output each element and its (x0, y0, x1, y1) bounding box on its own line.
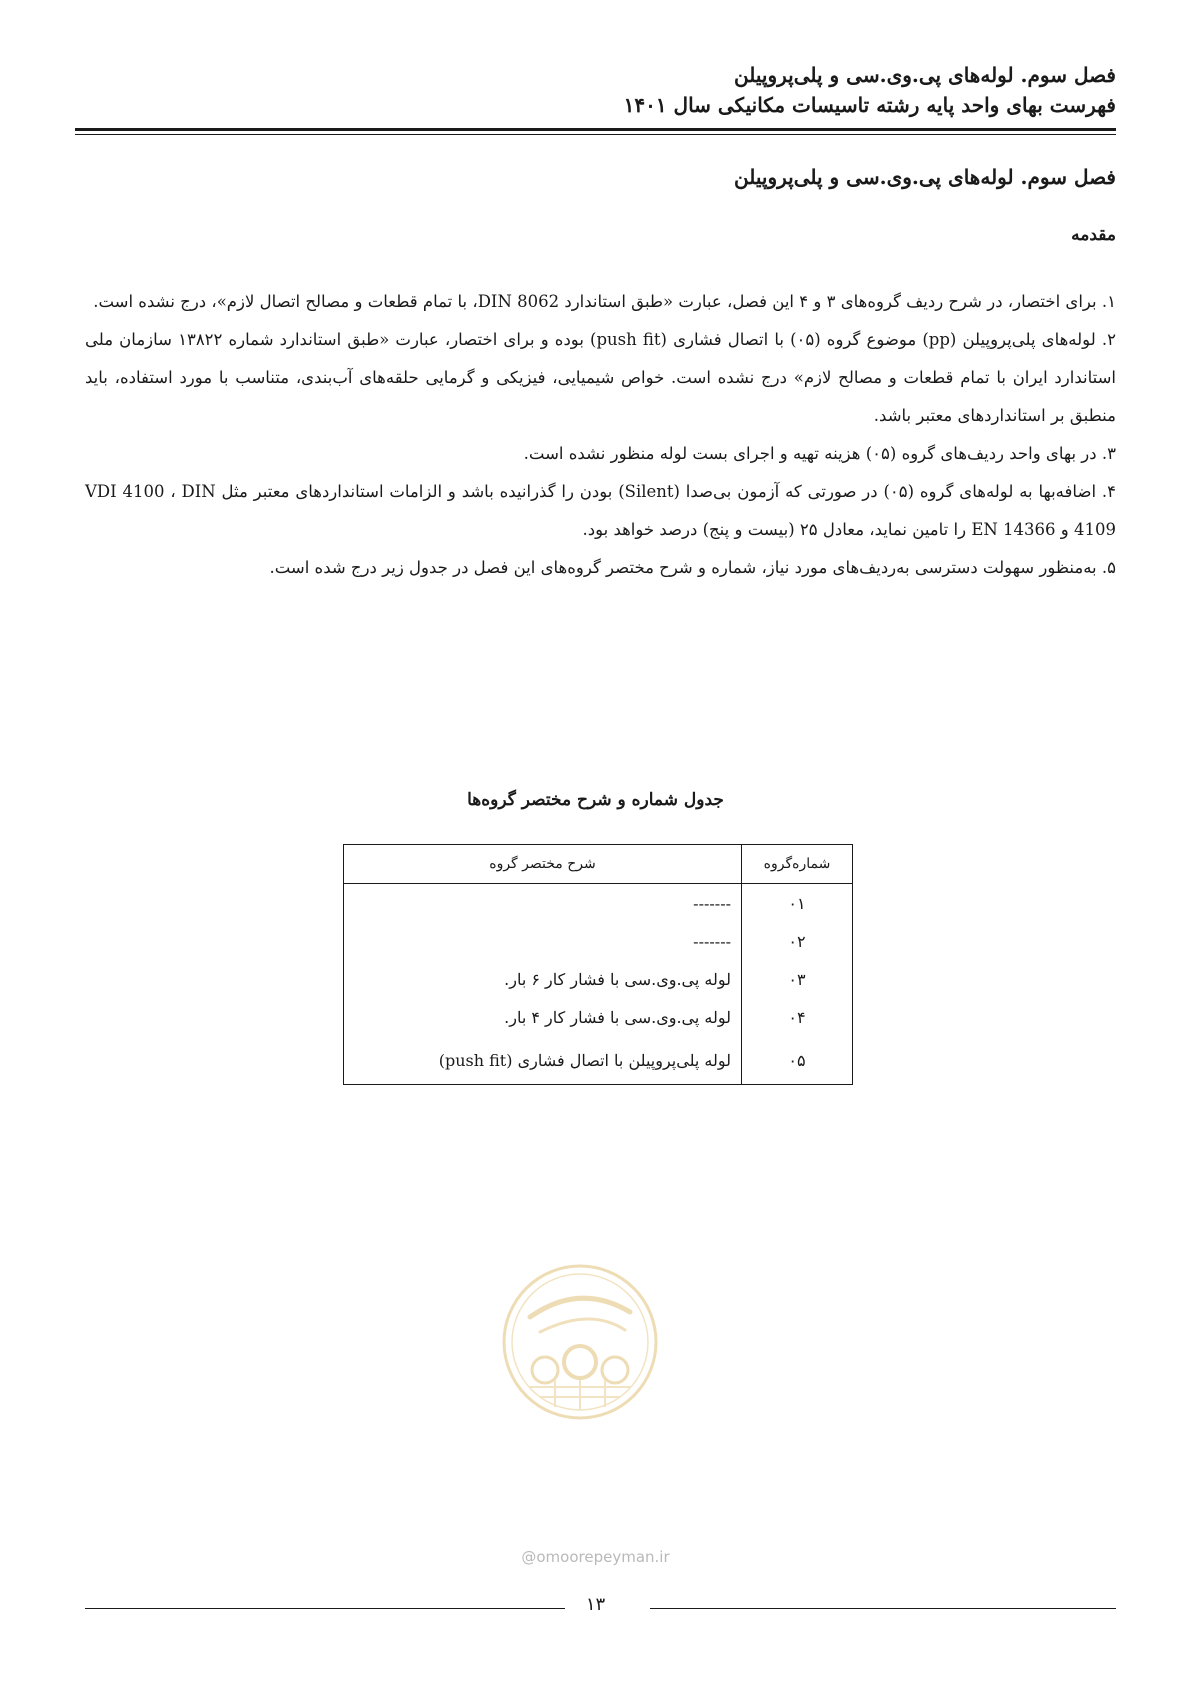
table-header-row (344, 845, 853, 884)
watermark-seal-logo (500, 1262, 660, 1422)
paragraph-5: ۵. به‌منظور سهولت دسترسی به‌ردیف‌های مورد نیاز، شماره و شرح مختصر گروه‌های این فصل در جدول زیر درج شده است. (269, 558, 1116, 577)
groups-table (343, 844, 853, 1085)
group-number: ۰۴ (742, 998, 853, 1036)
header-group-description: شرح مختصر گروه (344, 845, 742, 884)
intro-heading: مقدمه (1071, 225, 1116, 245)
intro-paragraphs (85, 283, 1116, 587)
paragraph-1: ۱. برای اختصار، در شرح ردیف گروه‌های ۳ و ۴ این فصل، عبارت «طبق استاندارد DIN 8062، با تمام قطعات و مصالح اتصال لازم»، درج نشده است. (93, 292, 1116, 311)
paragraph-2: ۲. لوله‌های پلی‌پروپیلن (pp) موضوع گروه (۰۵) با اتصال فشاری (push fit) بوده و برای اختصار، عبارت «طبق استاندارد شماره ۱۳۸۲۲ سازمان ملی استاندارد ایران با تمام قطعات و مصالح لازم» درج نشده است. خواص شیمیایی، فیزیکی و گرمایی حلقه‌های آب‌بندی، متناسب با مورد استفاده، باید منطبق بر استانداردهای معتبر باشد. (85, 330, 1116, 425)
header-rule-thick (75, 128, 1116, 131)
group-number: ۰۲ (742, 922, 853, 960)
group-description: لوله پی.وی.سی با فشار کار ۴ بار. (504, 1007, 731, 1027)
header-chapter-line: فصل سوم. لوله‌های پی.وی.سی و پلی‌پروپیلن (734, 63, 1116, 87)
group-description: ------- (693, 893, 731, 913)
table-caption: جدول شماره و شرح مختصر گروه‌ها (467, 790, 724, 810)
header-pricelist-line: فهرست بهای واحد پایه رشته تاسیسات مکانیکی سال ۱۴۰۱ (623, 93, 1116, 117)
watermark-site-text: @omoorepeyman.ir (521, 1548, 670, 1566)
group-number: ۰۵ (742, 1036, 853, 1085)
table-row (344, 960, 853, 998)
header-rule-thin (75, 134, 1116, 135)
header-group-number: شماره‌گروه (742, 845, 853, 884)
group-description: لوله پی.وی.سی با فشار کار ۶ بار. (504, 969, 731, 989)
table-row (344, 922, 853, 960)
table-row (344, 998, 853, 1036)
page-number: ۱۳ (585, 1594, 606, 1615)
group-description: ------- (693, 931, 731, 951)
group-description: لوله پلی‌پروپیلن با اتصال فشاری (push fit) (438, 1050, 731, 1070)
table-row (344, 884, 853, 923)
group-number: ۰۱ (742, 884, 853, 923)
paragraph-4: ۴. اضافه‌بها به لوله‌های گروه (۰۵) در صورتی که آزمون بی‌صدا (Silent) بودن را گذرانیده باشد و الزامات استانداردهای معتبر مثل VDI 4100 ، DIN 4109 و EN 14366 را تامین نماید، معادل ۲۵ (بیست و پنج) درصد خواهد بود. (85, 482, 1116, 539)
group-number: ۰۳ (742, 960, 853, 998)
chapter-title: فصل سوم. لوله‌های پی.وی.سی و پلی‌پروپیلن (734, 165, 1116, 189)
table-row (344, 1036, 853, 1085)
running-header (75, 60, 1116, 120)
paragraph-3: ۳. در بهای واحد ردیف‌های گروه (۰۵) هزینه تهیه و اجرای بست لوله منظور نشده است. (523, 444, 1116, 463)
